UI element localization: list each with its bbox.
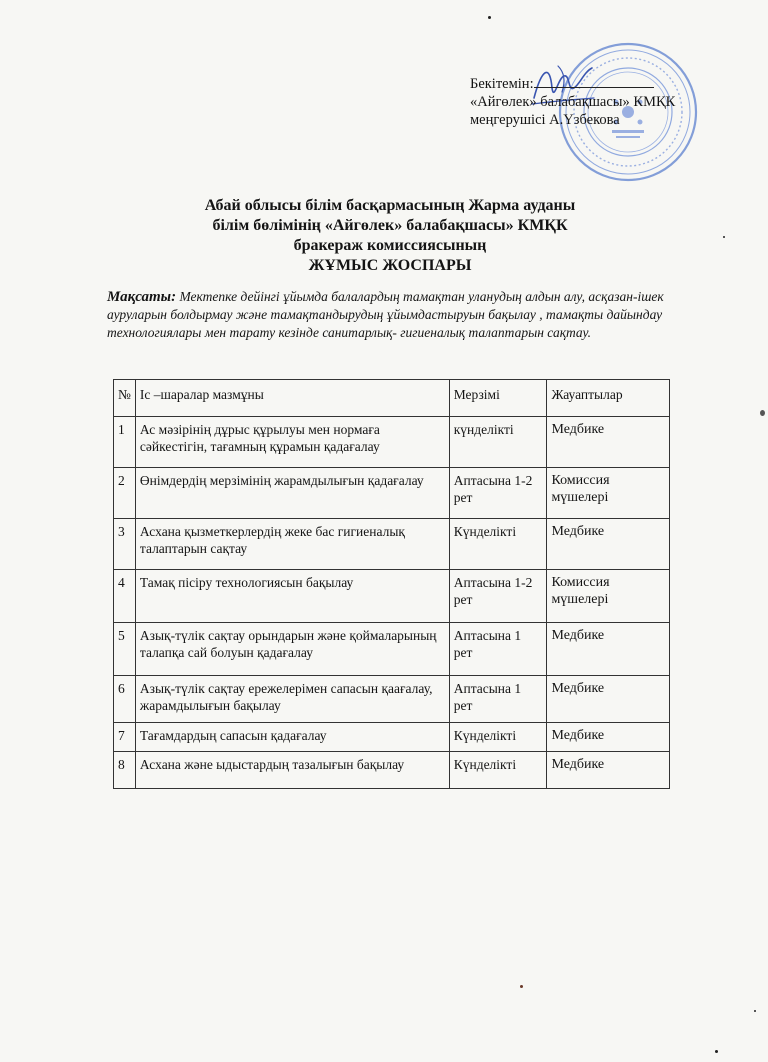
purpose-paragraph	[107, 288, 697, 342]
table-row	[114, 570, 670, 623]
purpose-text: Мектепке дейінгі ұйымда балалардың тамақтан уланудың алдын алу, асқазан-ішек ауруларын болдырмау және тамақтандырудың ұйымдастыруын бақылау , тамақты дайындау технологиялары мен тарату кезінде санитарлық- гигиеналық талаптарын сақтау.	[107, 289, 664, 340]
row-content: Ас мәзірінің дұрыс құрылуы мен нормаға сәйкестігін, тағамның құрамын қадағалау	[135, 417, 449, 468]
scan-speck	[520, 985, 523, 988]
title-line-4: ЖҰМЫС ЖОСПАРЫ	[308, 257, 472, 274]
row-content: Азық-түлік сақтау ережелерімен сапасын қаағалау, жарамдылығын бақылау	[135, 676, 449, 723]
row-content: Асхана және ыдыстардың тазалығын бақылау	[135, 752, 449, 789]
work-plan-table	[113, 379, 670, 789]
row-content: Тағамдардың сапасын қадағалау	[135, 723, 449, 752]
title-line-1: Абай облысы білім басқармасының Жарма ауданы	[204, 197, 576, 214]
row-number: 5	[114, 623, 136, 676]
table-row	[114, 519, 670, 570]
approval-organization: «Айгөлек» балабақшасы» КМҚК	[470, 94, 676, 110]
table-row	[114, 468, 670, 519]
row-number: 8	[114, 752, 136, 789]
row-number: 7	[114, 723, 136, 752]
title-line-3: бракераж комиссиясының	[293, 237, 487, 254]
table-row	[114, 676, 670, 723]
table-row	[114, 752, 670, 789]
approval-block	[470, 75, 720, 129]
row-responsible: Медбике	[547, 752, 670, 789]
row-responsible: Комиссия мүшелері	[547, 468, 670, 519]
scan-speck	[723, 236, 725, 238]
row-term: Күнделікті	[449, 752, 547, 789]
row-term: Аптасына 1 рет	[449, 623, 547, 676]
table-row	[114, 723, 670, 752]
document-title	[150, 196, 630, 276]
purpose-label: Мақсаты:	[107, 289, 177, 305]
table-row	[114, 417, 670, 468]
row-term: Күнделікті	[449, 519, 547, 570]
table-header-row	[114, 380, 670, 417]
row-responsible: Медбике	[547, 417, 670, 468]
header-content: Іс –шаралар мазмұны	[135, 380, 449, 417]
row-responsible: Медбике	[547, 519, 670, 570]
row-term: күнделікті	[449, 417, 547, 468]
table-row	[114, 623, 670, 676]
scan-speck	[754, 1010, 756, 1012]
scan-speck	[715, 1050, 718, 1053]
header-responsible: Жауаптылар	[547, 380, 670, 417]
row-responsible: Комиссия мүшелері	[547, 570, 670, 623]
row-term: Аптасына 1-2 рет	[449, 468, 547, 519]
row-term: Аптасына 1 рет	[449, 676, 547, 723]
row-term: Күнделікті	[449, 723, 547, 752]
approval-label: Бекітемін:	[470, 76, 534, 92]
header-number: №	[114, 380, 136, 417]
row-number: 4	[114, 570, 136, 623]
header-term: Мерзімі	[449, 380, 547, 417]
row-content: Азық-түлік сақтау орындарын және қоймаларының талапқа сай болуын қадағалау	[135, 623, 449, 676]
row-content: Өнімдердің мерзімінің жарамдылығын қадағалау	[135, 468, 449, 519]
row-term: Аптасына 1-2 рет	[449, 570, 547, 623]
row-content: Асхана қызметкерлердің жеке бас гигиеналық талаптарын сақтау	[135, 519, 449, 570]
row-number: 1	[114, 417, 136, 468]
approval-head: меңгерушісі А.Үзбекова	[470, 112, 620, 128]
scan-speck	[488, 16, 491, 19]
title-line-2: білім бөлімінің «Айгөлек» балабақшасы» КМҚК	[212, 217, 568, 234]
row-number: 3	[114, 519, 136, 570]
row-number: 2	[114, 468, 136, 519]
row-responsible: Медбике	[547, 723, 670, 752]
scan-speck	[760, 410, 765, 416]
row-content: Тамақ пісіру технологиясын бақылау	[135, 570, 449, 623]
row-responsible: Медбике	[547, 623, 670, 676]
row-responsible: Медбике	[547, 676, 670, 723]
signature-line	[534, 75, 654, 88]
row-number: 6	[114, 676, 136, 723]
